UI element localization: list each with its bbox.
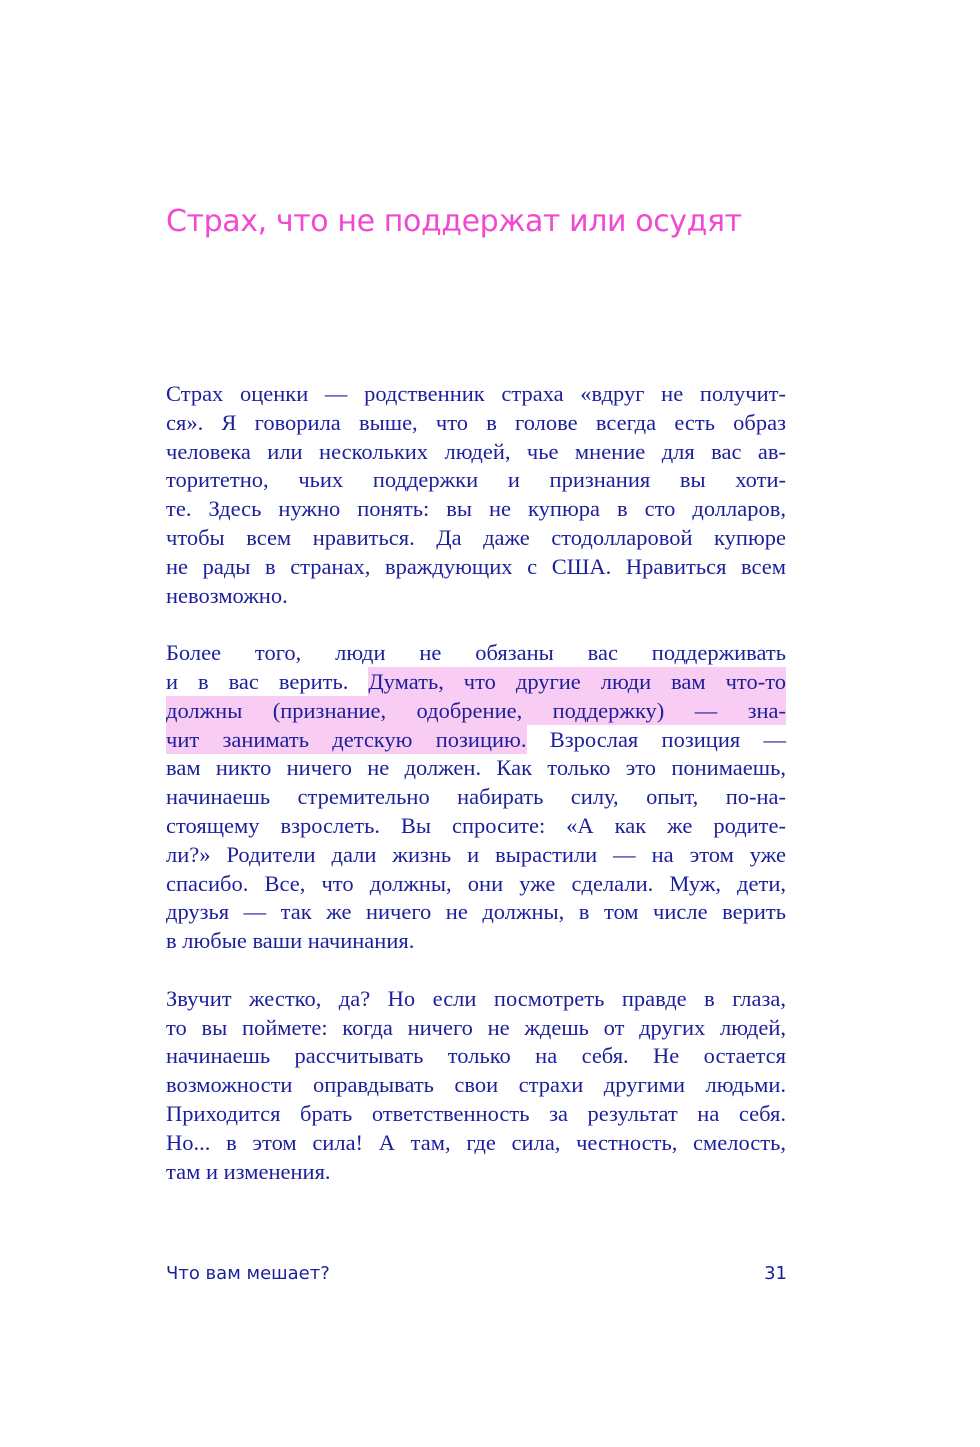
text-run: Более того, люди не обязаны вас поддерживать bbox=[166, 640, 786, 666]
text-line bbox=[166, 726, 786, 755]
text-run: начинаешь стремительно набирать силу, опыт, по-на- bbox=[166, 784, 786, 810]
text-line bbox=[166, 812, 786, 841]
text-line: Но... в этом сила! А там, где сила, честность, смелость, bbox=[166, 1129, 786, 1155]
text-line: невозможно. bbox=[166, 582, 288, 608]
running-footer-title: Что вам мешает? bbox=[166, 1263, 330, 1284]
text-line bbox=[166, 898, 786, 927]
paragraph-3 bbox=[166, 985, 786, 1187]
text-run: ли?» Родители дали жизнь и вырастили — на этом уже bbox=[166, 841, 786, 867]
text-line bbox=[166, 639, 786, 668]
text-run: вам никто ничего не должен. Как только это понимаешь, bbox=[166, 755, 786, 781]
text-line bbox=[166, 783, 786, 812]
paragraph-1 bbox=[166, 380, 786, 610]
text-line: начинаешь рассчитывать только на себя. Не остается bbox=[166, 1043, 786, 1069]
text-run: спасибо. Все, что должны, они уже сделали. Муж, дети, bbox=[166, 870, 786, 896]
text-line: там и изменения. bbox=[166, 1158, 331, 1184]
text-line bbox=[166, 870, 786, 899]
chapter-title: Страх, что не поддержат или осудят bbox=[166, 204, 742, 239]
text-line: возможности оправдывать свои страхи другими людьми. bbox=[166, 1072, 786, 1098]
text-line bbox=[166, 697, 786, 726]
text-line: Звучит жестко, да? Но если посмотреть правде в глаза, bbox=[166, 985, 786, 1011]
page-number: 31 bbox=[764, 1263, 787, 1284]
text-line bbox=[166, 841, 786, 870]
text-run: в любые ваши начинания. bbox=[166, 928, 415, 954]
text-line: ся». Я говорила выше, что в голове всегда есть образ bbox=[166, 409, 786, 435]
text-run: и в вас верить. bbox=[166, 668, 369, 694]
text-line: человека или нескольких людей, чье мнение для вас ав- bbox=[166, 438, 786, 464]
text-line bbox=[166, 927, 786, 956]
text-run: друзья — так же ничего не должны, в том числе верить bbox=[166, 899, 786, 925]
text-line: не рады в странах, враждующих с США. Нравиться всем bbox=[166, 553, 786, 579]
text-line bbox=[166, 668, 786, 697]
text-line: чтобы всем нравиться. Да даже стодолларовой купюре bbox=[166, 524, 786, 550]
text-line bbox=[166, 754, 786, 783]
highlighted-text: должны (признание, одобрение, поддержку) — зна- bbox=[166, 697, 786, 723]
text-line: торитетно, чьих поддержки и признания вы хоти- bbox=[166, 467, 786, 493]
text-run: стоящему взрослеть. Вы спросите: «А как же родите- bbox=[166, 812, 786, 838]
paragraph-2 bbox=[166, 639, 786, 956]
text-line: Страх оценки — родственник страха «вдруг не получит- bbox=[166, 381, 786, 406]
text-line: Приходится брать ответственность за результат на себя. bbox=[166, 1100, 786, 1126]
highlighted-text: чит занимать детскую позицию. bbox=[166, 726, 527, 752]
highlighted-text: Думать, что другие люди вам что-то bbox=[368, 668, 786, 694]
text-line: то вы поймете: когда ничего не ждешь от других людей, bbox=[166, 1014, 786, 1040]
body-text bbox=[166, 380, 786, 1215]
text-run: Взрослая позиция — bbox=[526, 726, 786, 752]
text-line: те. Здесь нужно понять: вы не купюра в сто долларов, bbox=[166, 496, 786, 522]
